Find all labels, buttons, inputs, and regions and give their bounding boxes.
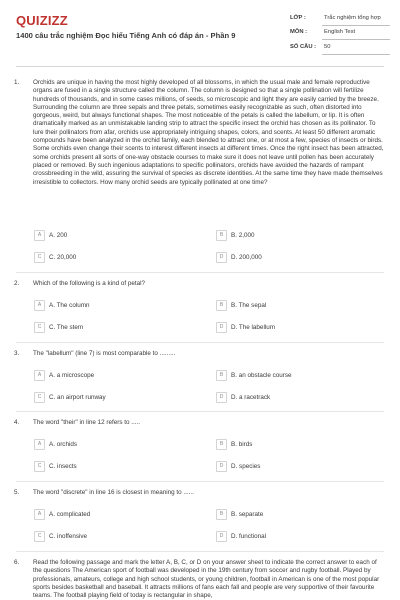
question-text: Orchids are unique in having the most highly developed of all blossoms, in which the usual male and female reproductive organs are fused in a single structure called the column. The column is designed so that a single pollination will fertilize hundreds of thousands, and in some cases millions, of seeds, so microscopic and light they are easily carried by the breeze. Surrounding the column are three sepals and three petals, sometimes easily recognizable as such, often distorted into gorgeous, weird, but always functional shapes. The most noticeable of the petals is called the labellum, or lip. It is often dramatically marked as an unmistakable landing strip to attract the specific insect the orchid has chosen as its pollinator. To lure their pollinators from afar, orchids use appropriately intriguing shapes, colors, and scents. At least 50 different aromatic compounds have been analyzed in the orchid family, each blended to attract one, or at most a few, species of insects or birds. Some orchids even change their scents to interest different insects at different times. Once the right insect has been attracted, some orchids present all sorts of one-way obstacle courses to make sure it does not leave until pollen has been accurately placed or removed. By such ingenious adaptations to specific pollinators, orchids have avoided the hazards of rampant crossbreeding in the wild, assuring the survival of species as discrete identities. At the same time they have made themselves irresistible to collectors. How many orchid seeds are typically pollinated at one time? [33, 79, 384, 186]
meta-lop [290, 13, 390, 26]
option-letter-box: B [216, 370, 227, 381]
question-number: 3. [14, 350, 20, 357]
option-label: C. inoffensive [49, 532, 88, 540]
meta-lop-underline [322, 25, 390, 26]
question-divider [16, 342, 384, 343]
meta-socau [290, 42, 390, 55]
meta-socau-underline [322, 54, 390, 55]
option-label: B. 2,000 [231, 231, 255, 239]
option-letter-box: C [34, 252, 45, 263]
question-number: 5. [14, 489, 20, 496]
question-divider [16, 411, 384, 412]
option-letter-box: C [34, 322, 45, 333]
worksheet-title: 1400 câu trắc nghiệm Đọc hiểu Tiếng Anh có đáp án - Phần 9 [16, 31, 236, 40]
option-label: C. an airport runway [49, 393, 106, 401]
option-letter-box: D [216, 531, 227, 542]
option-label: B. separate [231, 510, 264, 518]
worksheet-header [0, 0, 400, 60]
question-number: 2. [14, 280, 20, 287]
option-label: A. a microscope [49, 371, 95, 379]
option-letter-box: D [216, 322, 227, 333]
meta-socau-value: 50 [324, 44, 331, 50]
option-label: A. orchids [49, 440, 77, 448]
question-divider [16, 481, 384, 482]
option-label: D. 200,000 [231, 253, 262, 261]
option-letter-box: A [34, 439, 45, 450]
meta-mon-label: MÔN : [290, 29, 308, 35]
option-label: C. The stem [49, 323, 84, 331]
option-label: D. a racetrack [231, 393, 271, 401]
meta-lop-value: Trắc nghiệm tổng hợp [324, 15, 381, 21]
question-divider [16, 272, 384, 273]
option-label: B. birds [231, 440, 253, 448]
meta-lop-label: LỚP : [290, 15, 306, 21]
option-letter-box: C [34, 392, 45, 403]
option-label: C. 20,000 [49, 253, 77, 261]
question-text: The word "discrete" in line 16 is closest in meaning to ...... [33, 489, 194, 496]
option-label: D. species [231, 462, 261, 470]
option-label: D. functional [231, 532, 267, 540]
option-letter-box: A [34, 230, 45, 241]
quizizz-logo: QUIZIZZ [16, 13, 68, 28]
header-divider [16, 66, 384, 67]
meta-mon-value: English Test [324, 29, 356, 35]
meta-mon [290, 27, 390, 40]
option-letter-box: B [216, 230, 227, 241]
option-letter-box: D [216, 461, 227, 472]
question-number: 4. [14, 419, 20, 426]
option-label: B. The sepal [231, 301, 267, 309]
option-label: A. complicated [49, 510, 91, 518]
option-label: B. an obstacle course [231, 371, 292, 379]
option-letter-box: C [34, 461, 45, 472]
option-letter-box: D [216, 392, 227, 403]
question-text: Read the following passage and mark the letter A, B, C, or D on your answer sheet to indicate the correct answer to each of the questions The American sport of football was developed in the 19th century from soccer and rugby football. Played by professionals, amateurs, college and high school students, or young children, football in American is one of the most popular sports besides basketball and baseball. It attracts millions of fans each fall and people are very supportive of their favourite teams. The football playing field of today is rectangular in shape, [33, 559, 380, 600]
option-letter-box: B [216, 509, 227, 520]
option-label: D. The labellum [231, 323, 275, 331]
question-text: Which of the following is a kind of petal? [33, 280, 146, 287]
question-6 [0, 559, 400, 600]
meta-mon-underline [322, 39, 390, 40]
option-letter-box: A [34, 509, 45, 520]
option-label: A. The column [49, 301, 90, 309]
question-text: The "labellum" (line 7) is most comparable to ......... [33, 350, 176, 357]
option-label: A. 200 [49, 231, 68, 239]
option-letter-box: D [216, 252, 227, 263]
option-label: C. insects [49, 462, 77, 470]
question-divider [16, 551, 384, 552]
question-text: The word "their" in line 12 refers to ..... [33, 419, 141, 426]
option-letter-box: C [34, 531, 45, 542]
option-letter-box: B [216, 300, 227, 311]
question-number: 6. [14, 559, 20, 566]
option-letter-box: B [216, 439, 227, 450]
meta-socau-label: SỐ CÂU : [290, 44, 317, 50]
question-number: 1. [14, 79, 20, 86]
option-letter-box: A [34, 370, 45, 381]
option-letter-box: A [34, 300, 45, 311]
